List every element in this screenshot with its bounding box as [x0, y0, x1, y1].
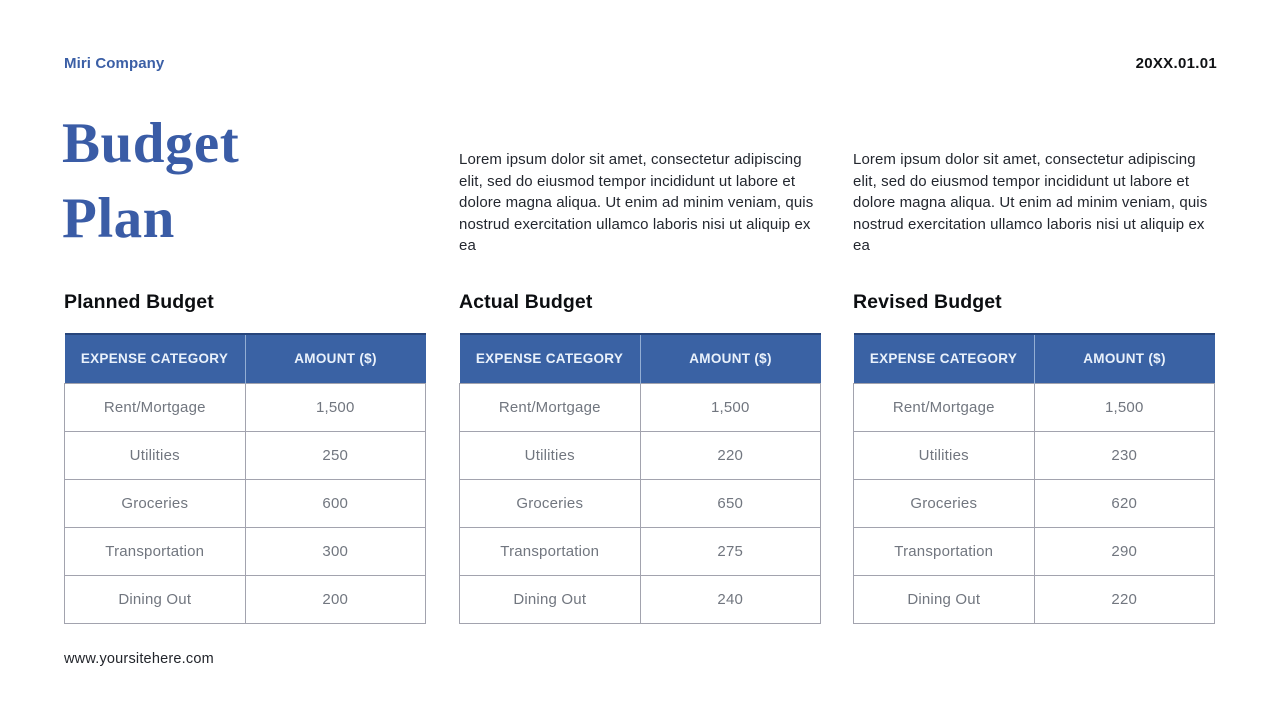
table-row — [65, 383, 426, 431]
actual-budget-table — [459, 333, 821, 624]
amount-cell: 300 — [245, 527, 426, 575]
category-cell: Rent/Mortgage — [460, 383, 641, 431]
table-row — [460, 479, 821, 527]
table-header-row — [65, 334, 426, 383]
amount-cell: 275 — [640, 527, 821, 575]
amount-cell: 250 — [245, 431, 426, 479]
amount-header: AMOUNT ($) — [245, 334, 426, 383]
category-cell: Transportation — [65, 527, 246, 575]
category-cell: Utilities — [65, 431, 246, 479]
revised-budget-section — [853, 289, 1215, 624]
table-row — [460, 431, 821, 479]
category-cell: Dining Out — [65, 575, 246, 623]
category-cell: Rent/Mortgage — [854, 383, 1035, 431]
table-row — [460, 527, 821, 575]
amount-cell: 220 — [1034, 575, 1215, 623]
table-row — [854, 575, 1215, 623]
intro-paragraph-right: Lorem ipsum dolor sit amet, consectetur adipiscing elit, sed do eiusmod tempor incididunt ut labore et dolore magna aliqua. Ut enim ad minim veniam, quis nostrud exercitation ullamco laboris nisi ut aliquip ex ea — [853, 151, 1208, 255]
planned-budget-table — [64, 333, 426, 624]
category-cell: Utilities — [460, 431, 641, 479]
table-row — [854, 431, 1215, 479]
amount-cell: 290 — [1034, 527, 1215, 575]
expense-category-header: EXPENSE CATEGORY — [65, 334, 246, 383]
table-row — [65, 527, 426, 575]
revised-budget-title: Revised Budget — [853, 291, 1002, 313]
category-cell: Groceries — [65, 479, 246, 527]
date-label: 20XX.01.01 — [1135, 55, 1217, 72]
category-cell: Utilities — [854, 431, 1035, 479]
table-row — [854, 383, 1215, 431]
amount-cell: 600 — [245, 479, 426, 527]
amount-header: AMOUNT ($) — [1034, 334, 1215, 383]
category-cell: Groceries — [854, 479, 1035, 527]
intro-paragraph-left: Lorem ipsum dolor sit amet, consectetur adipiscing elit, sed do eiusmod tempor incididunt ut labore et dolore magna aliqua. Ut enim ad minim veniam, quis nostrud exercitation ullamco laboris nisi ut aliquip ex ea — [459, 151, 814, 255]
amount-cell: 1,500 — [640, 383, 821, 431]
category-cell: Groceries — [460, 479, 641, 527]
table-header-row — [460, 334, 821, 383]
planned-budget-section — [64, 289, 426, 624]
actual-budget-section — [459, 289, 821, 624]
expense-category-header: EXPENSE CATEGORY — [854, 334, 1035, 383]
amount-cell: 200 — [245, 575, 426, 623]
website-url: www.yoursitehere.com — [64, 651, 214, 667]
table-row — [854, 527, 1215, 575]
amount-cell: 220 — [640, 431, 821, 479]
amount-header: AMOUNT ($) — [640, 334, 821, 383]
category-cell: Rent/Mortgage — [65, 383, 246, 431]
table-row — [460, 383, 821, 431]
amount-cell: 230 — [1034, 431, 1215, 479]
category-cell: Transportation — [460, 527, 641, 575]
table-row — [854, 479, 1215, 527]
company-name: Miri Company — [64, 55, 165, 72]
amount-cell: 620 — [1034, 479, 1215, 527]
table-row — [460, 575, 821, 623]
table-row — [65, 575, 426, 623]
table-row — [65, 431, 426, 479]
category-cell: Dining Out — [854, 575, 1035, 623]
amount-cell: 1,500 — [245, 383, 426, 431]
page-title — [62, 106, 239, 256]
amount-cell: 650 — [640, 479, 821, 527]
category-cell: Dining Out — [460, 575, 641, 623]
revised-budget-table — [853, 333, 1215, 624]
expense-category-header: EXPENSE CATEGORY — [460, 334, 641, 383]
category-cell: Transportation — [854, 527, 1035, 575]
page-title-line1: Budget — [62, 112, 240, 175]
table-row — [65, 479, 426, 527]
amount-cell: 1,500 — [1034, 383, 1215, 431]
table-header-row — [854, 334, 1215, 383]
page-title-line2: Plan — [62, 187, 175, 250]
actual-budget-title: Actual Budget — [459, 291, 593, 313]
planned-budget-title: Planned Budget — [64, 291, 214, 313]
amount-cell: 240 — [640, 575, 821, 623]
